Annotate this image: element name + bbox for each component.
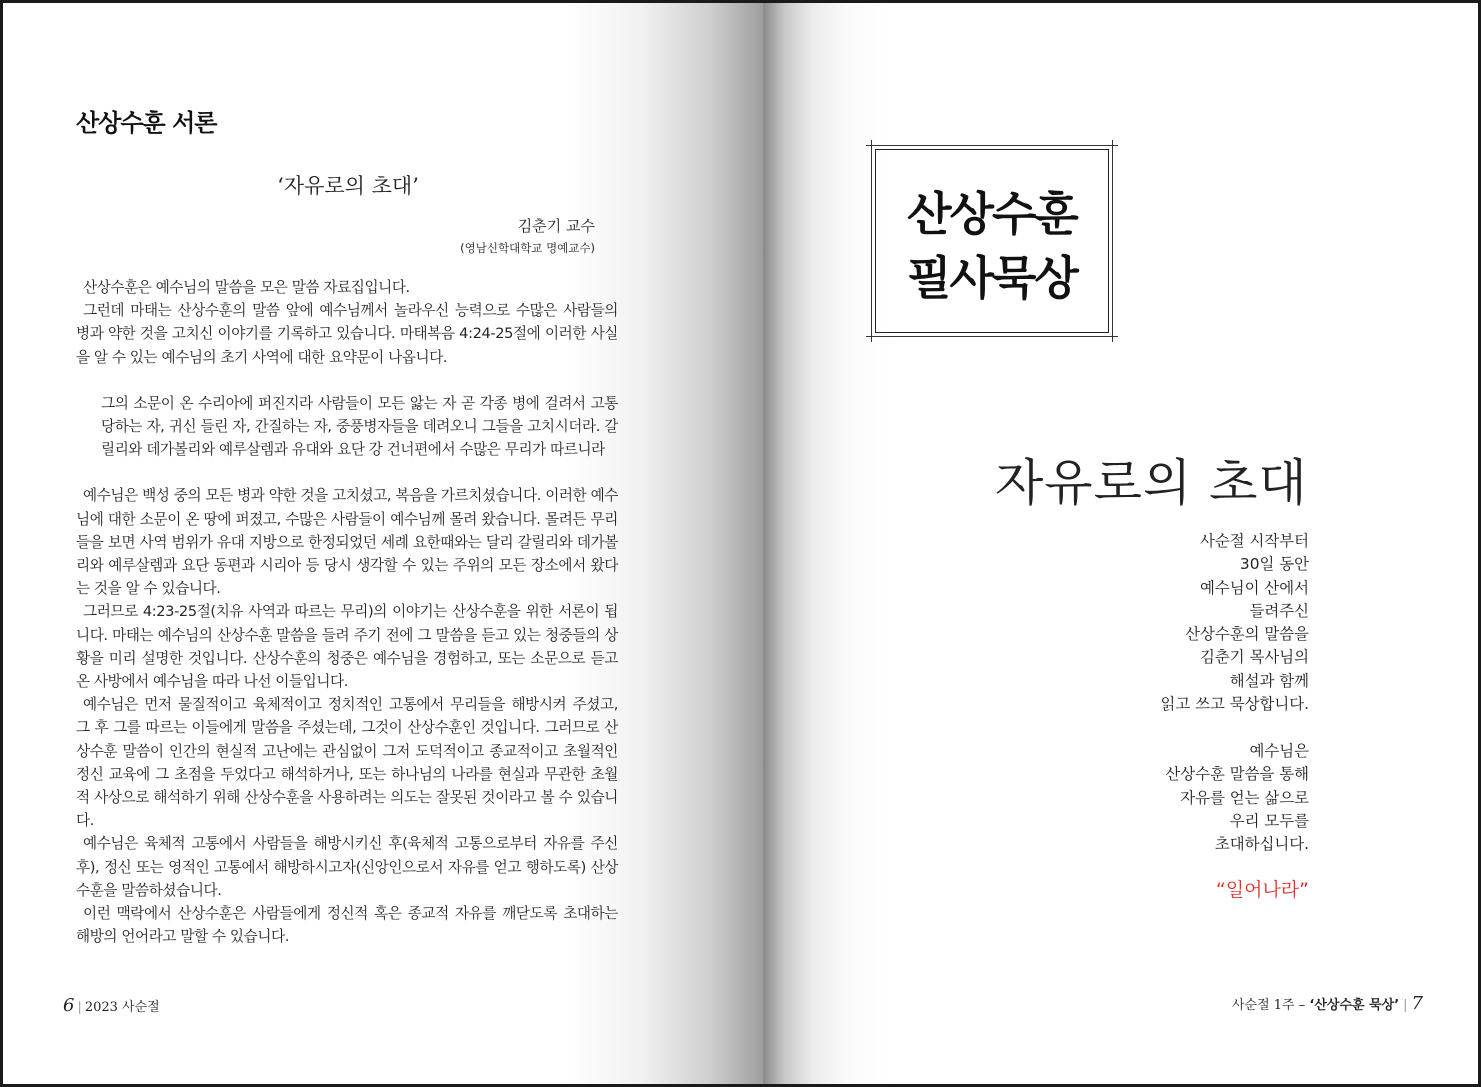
stanza-line: 해설과 함께 — [1229, 671, 1309, 690]
left-footer — [63, 995, 160, 1016]
page-number: 6 — [63, 995, 75, 1016]
paragraph: 예수님은 육체적 고통에서 사람들을 해방시키신 후(육체적 고통으로부터 자유를 주신 후), 정신 또는 영적인 고통에서 해방하시고자(신앙인으로서 자유를 얻고 행하도록) 산상수훈을 말씀하셨습니다. — [76, 835, 618, 899]
left-page — [3, 3, 763, 1084]
stanza-line: 우리 모두를 — [1229, 811, 1309, 830]
section-title: 산상수훈 서론 — [76, 109, 217, 137]
footer-separator: | — [77, 1000, 82, 1015]
stanza-line: 들려주신 — [1249, 601, 1309, 620]
footer-bold-text: ‘산상수훈 묵상’ — [1309, 998, 1400, 1013]
footer-text: 사순절 1주 – — [1231, 998, 1306, 1013]
book-spread — [3, 3, 1478, 1084]
paragraph: 예수님은 백성 중의 모든 병과 약한 것을 고치셨고, 복음을 가르치셨습니다. 이러한 예수님에 대한 소문이 온 땅에 퍼졌고, 수많은 사람들이 예수님께 몰려 왔습니다. 몰려든 무리들을 보면 사역 범위가 유대 지방으로 한정되었던 세례 요한때와는 달리 갈릴리와 데가볼리와 예루살렘과 요단 동편과 시리아 등 당시 생각할 수 있는 주위의 모든 장소에서 왔다는 것을 알 수 있습니다. — [76, 487, 618, 598]
stanza-line: 김춘기 목사님의 — [1200, 648, 1309, 667]
title-line: 산상수훈 — [907, 187, 1077, 241]
paragraph: 그런데 마태는 산상수훈의 말씀 앞에 예수님께서 놀라우신 능력으로 수많은 사람들의 병과 약한 것을 고치신 이야기를 기록하고 있습니다. 마태복음 4:24-25절에 이러한 사실을 알 수 있는 예수님의 초기 사역에 대한 요약문이 나옵니다. — [76, 302, 618, 366]
footer-text: 2023 사순절 — [84, 1000, 160, 1015]
article-body — [76, 276, 618, 948]
stanza-line: 초대하십니다. — [1214, 835, 1309, 854]
author-name: 김춘기 교수 — [517, 217, 595, 235]
paragraph: 예수님은 먼저 물질적이고 육체적이고 정치적인 고통에서 무리들을 해방시켜 주셨고, 그 후 그를 따르는 이들에게 말씀을 주셨는데, 그것이 산상수훈인 것입니다. 그러므로 산상수훈 말씀이 인간의 현실적 고난에는 관심없이 그저 도덕적이고 종교적이고 초월적인 정신 교육에 그 초점을 두었다고 해석하거나, 또는 하나님의 나라를 현실과 무관한 초월적 사상으로 해석하기 위해 산상수훈을 사용하려는 의도는 잘못된 것이라고 볼 수 있습니다. — [76, 696, 618, 830]
stanza-line: 예수님이 산에서 — [1200, 578, 1309, 597]
main-heading: 자유로의 초대 — [995, 454, 1308, 512]
author-affiliation: (영남신학대학교 명예교수) — [460, 241, 595, 255]
page-number: 7 — [1411, 993, 1423, 1014]
stanza-line: 자유를 얻는 삶으로 — [1180, 788, 1309, 807]
stanza-line: 30일 동안 — [1239, 555, 1309, 574]
scripture-quote: 그의 소문이 온 수리아에 퍼진지라 사람들이 모든 앓는 자 곧 각종 병에 걸려서 고통 당하는 자, 귀신 들린 자, 간질하는 자, 중풍병자들을 데려오니 그들을 고치시더라. 갈릴리와 데가볼리와 예루살렘과 유대와 요단 강 건너편에서 수많은 무리가 따르니라 — [101, 394, 618, 459]
title-line: 필사묵상 — [907, 251, 1077, 305]
stanza-line: 예수님은 — [1249, 742, 1309, 760]
stanza-line: 산상수훈의 말씀을 — [1185, 625, 1309, 644]
right-page — [763, 3, 1478, 1084]
right-footer — [1232, 993, 1423, 1014]
article-title: ‘자유로의 초대’ — [277, 174, 419, 198]
stanza-line: 산상수훈 말씀을 통해 — [1165, 765, 1309, 784]
paragraph: 그러므로 4:23-25절(치유 사역과 따르는 무리)의 이야기는 산상수훈을 위한 서론이 됩니다. 마태는 예수님의 산상수훈 말씀을 들려 주기 전에 그 말씀을 듣고 있는 청중들의 상황을 미리 설명한 것입니다. 산상수훈의 청중은 예수님을 경험하고, 또는 소문으로 듣고 온 사방에서 예수님을 따라 나선 이들입니다. — [76, 603, 618, 691]
stanza-1 — [1063, 530, 1309, 716]
invitation-text: “일어나라” — [1215, 879, 1309, 901]
paragraph: 이런 맥락에서 산상수훈은 사람들에게 정신적 혹은 종교적 자유를 깨닫도록 초대하는 해방의 언어라고 말할 수 있습니다. — [76, 905, 618, 946]
stanza-line: 읽고 쓰고 묵상합니다. — [1160, 695, 1309, 714]
title-box — [875, 149, 1109, 333]
paragraph: 산상수훈은 예수님의 말씀을 모은 말씀 자료집입니다. — [83, 279, 410, 296]
stanza-2 — [1063, 740, 1309, 856]
footer-separator: | — [1403, 998, 1408, 1013]
stanza-line: 사순절 시작부터 — [1200, 532, 1309, 550]
